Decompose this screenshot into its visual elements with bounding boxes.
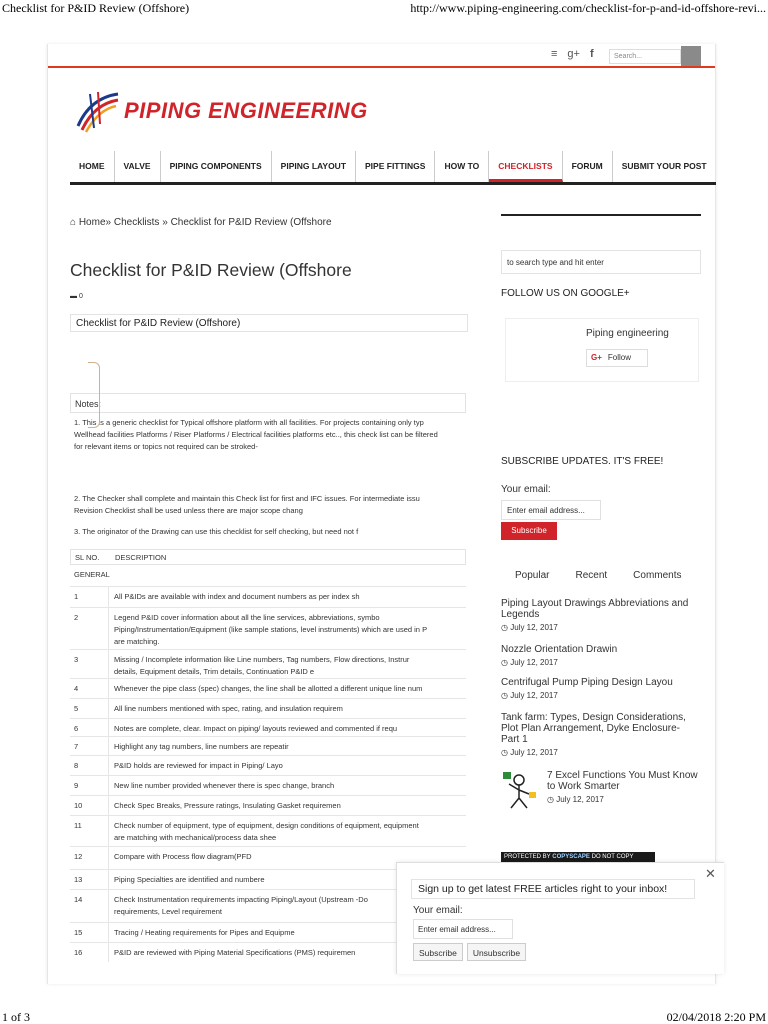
nav-how-to[interactable]: HOW TO [435,151,489,182]
recent-post-title[interactable]: Piping Layout Drawings Abbreviations and Legends [501,598,689,620]
copyscape-post: DO NOT COPY [591,854,634,860]
facebook-icon[interactable]: f [589,48,594,60]
site-logo[interactable] [72,88,372,136]
print-header [0,0,768,20]
rss-icon[interactable]: ≡ [551,48,558,60]
popup-unsubscribe-button[interactable]: Unsubscribe [467,943,526,961]
google-follow-button[interactable] [586,349,648,367]
home-icon: ⌂ [70,217,77,228]
breadcrumb-home[interactable]: Home [78,217,106,228]
row-description-line: Piping/Instrumentation/Equipment (like sample stations, level instruments) which are used in P [114,625,428,634]
note-1-line: 1. This is a generic checklist for Typical offshore platform with all facilities. For projects containing only typ [74,418,424,427]
nav-submit-your-post[interactable]: SUBMIT YOUR POST [621,161,707,171]
nav-checklists[interactable]: CHECKLISTS [489,151,562,182]
row-number: 10 [74,801,83,810]
table-row [70,795,466,815]
row-number: 4 [74,684,79,693]
row-description-line: Whenever the pipe class (spec) changes, the line shall be allotted a different unique line num [114,684,423,693]
note-2-line: Revision Checklist shall be used unless there are major scope chang [74,506,303,515]
recent-post-date: ◷ July 12, 2017 [501,623,558,632]
row-description-line: Legend P&ID cover information about all the line services, abbreviations, symbo [114,613,380,622]
row-number: 7 [74,742,79,751]
breadcrumb-checklists[interactable]: Checklists [113,217,160,228]
nav-forum[interactable]: FORUM [563,151,613,182]
breadcrumb [70,217,332,228]
note-3: 3. The originator of the Drawing can use this checklist for self checking, but need not f [74,527,359,536]
row-description-line: details, Equipment details, Trim details, Continuation P&ID e [114,667,315,676]
print-footer [0,1004,768,1024]
popup-email-input[interactable]: Enter email address... [413,919,513,939]
row-number: 12 [74,852,83,861]
breadcrumb-sep: » [162,217,168,228]
row-number: 8 [74,761,79,770]
row-description-line: requirements, Level requirement [114,907,222,916]
post-tabs [515,570,682,581]
table-row [70,815,466,846]
row-description-line: Check Instrumentation requirements impacting Piping/Layout (Upstream -Do [114,895,368,904]
social-icons [551,48,594,60]
popup-email-label: Your email: [413,905,463,916]
copyscape-brand: COPYSCAPE [552,854,590,860]
table-row [70,607,466,649]
row-number: 3 [74,655,79,664]
table-row [70,698,466,718]
subscribe-heading: SUBSCRIBE UPDATES. IT'S FREE! [501,456,664,467]
row-number: 1 [74,592,79,601]
clock-icon: ◷ [547,795,554,804]
recent-post-date: ◷ July 12, 2017 [501,748,558,757]
row-description-line: P&ID are reviewed with Piping Material Specifications (PMS) requiremen [114,948,356,957]
row-description [114,741,460,753]
table-row [70,775,466,795]
comment-count[interactable] [70,293,83,300]
close-icon[interactable]: ✕ [705,866,716,881]
print-datetime: 02/04/2018 2:20 PM [666,1010,766,1024]
row-description-line: are matching. [114,637,160,646]
tab-comments[interactable]: Comments [633,570,682,581]
logo-swoosh-icon [72,88,122,136]
row-description [114,723,460,735]
row-description-line: Missing / Incomplete information like Line numbers, Tag numbers, Flow directions, Instrur [114,655,410,664]
subscribe-button[interactable]: Subscribe [501,522,557,540]
table-row [70,678,466,698]
column-divider [108,586,109,962]
table-row [70,736,466,755]
tab-recent[interactable]: Recent [575,570,608,581]
popup-heading: Sign up to get latest FREE articles right to your inbox! [411,879,695,899]
checklist-title-box: Checklist for P&ID Review (Offshore) [70,314,468,332]
table-row [70,718,466,736]
row-description-line: are matching with mechanical/process data shee [114,833,277,842]
clock-icon: ◷ [501,691,508,700]
copyscape-pre: PROTECTED BY [504,854,551,860]
row-description-line: Check number of equipment, type of equipment, design conditions of equipment, equipment [114,821,419,830]
google-plus-icon: G+ [591,353,602,362]
col-sl-no: SL NO. [75,553,100,562]
print-page-number: 1 of 3 [2,1010,30,1024]
row-description-line: Notes are complete, clear. Impact on piping/ layouts reviewed and commented if requ [114,724,398,733]
row-description [114,683,460,695]
clock-icon: ◷ [501,658,508,667]
row-description [114,612,460,648]
nav-home[interactable]: HOME [70,151,115,182]
nav-valve[interactable]: VALVE [115,151,161,182]
top-search-button[interactable] [681,46,701,66]
recent-post[interactable] [547,770,701,805]
google-page-name[interactable]: Piping engineering [586,328,669,339]
sidebar-divider [501,214,701,216]
recent-post[interactable] [501,712,701,758]
nav-pipe-fittings[interactable]: PIPE FITTINGS [356,151,435,182]
row-number: 14 [74,895,83,904]
comment-icon: ▬ [70,293,77,300]
google-plus-icon[interactable]: g+ [567,48,580,60]
table-row [70,755,466,775]
main-nav [70,151,716,185]
top-bar [48,44,715,68]
recent-post-date: ◷ July 12, 2017 [501,658,558,667]
recent-post[interactable] [501,598,701,633]
row-number: 15 [74,928,83,937]
google-follow-box [505,318,699,382]
row-description-line: All P&IDs are available with index and document numbers as per index sh [114,592,360,601]
recent-post-date: ◷ July 12, 2017 [547,795,604,804]
clock-icon: ◷ [501,623,508,632]
row-description-line: Piping Specialties are identified and numbere [114,875,265,884]
row-description [114,703,460,715]
side-tab[interactable] [88,362,100,428]
row-number: 9 [74,781,79,790]
signup-popup [396,862,724,974]
logo-text: PIPING ENGINEERING [124,98,368,123]
note-1-line: Wellhead facilities Platforms / Riser Platforms / Electrical facilities platforms etc.., this check list can be filtered [74,430,438,439]
row-description [114,820,460,844]
group-general: GENERAL [74,570,110,579]
excel-thumbnail-image[interactable] [501,770,541,812]
breadcrumb-sep: » [105,217,112,228]
web-page [47,44,716,984]
col-description: DESCRIPTION [115,553,167,562]
table-row [70,649,466,678]
clock-icon: ◷ [501,748,508,757]
top-search-input[interactable]: Search... [609,49,681,64]
note-1-line: for relevant items or topics not required can be stroked- [74,442,258,451]
row-description-line: Tracing / Heating requirements for Pipes and Equipme [114,928,295,937]
row-description-line: Check Spec Breaks, Pressure ratings, Insulating Gasket requiremen [114,801,341,810]
tab-popular[interactable]: Popular [515,570,550,581]
note-2 [74,493,464,517]
row-description [114,780,460,792]
recent-post[interactable] [501,644,701,668]
row-number: 16 [74,948,83,957]
row-number: 11 [74,821,82,830]
row-description [114,760,460,772]
sidebar-search-input[interactable]: to search type and hit enter [501,250,701,274]
row-description-line: Highlight any tag numbers, line numbers are repeatir [114,742,289,751]
row-number: 5 [74,704,79,713]
table-header [70,549,466,565]
row-description-line: Compare with Process flow diagram(PFD [114,852,252,861]
google-heading: FOLLOW US ON GOOGLE+ [501,288,630,299]
row-description-line: P&ID holds are reviewed for impact in Piping/ Layo [114,761,283,770]
recent-post-title[interactable]: 7 Excel Functions You Must Know to Work Smarter [547,770,698,792]
google-follow-label: Follow [607,353,632,362]
nav-piping-layout[interactable]: PIPING LAYOUT [272,151,356,182]
popup-subscribe-button[interactable]: Subscribe [413,943,463,961]
recent-post-title[interactable]: Tank farm: Types, Design Considerations, Plot Plan Arrangement, Dyke Enclosure- Part 1 [501,712,686,745]
popup-buttons [413,943,526,961]
email-input[interactable]: Enter email address... [501,500,601,520]
breadcrumb-current: Checklist for P&ID Review (Offshore [170,217,332,228]
row-number: 6 [74,724,79,733]
row-description-line: New line number provided whenever there is spec change, branch [114,781,335,790]
row-description [114,654,460,678]
row-description [114,591,460,603]
copyscape-badge[interactable] [501,852,655,862]
row-number: 13 [74,875,83,884]
email-label: Your email: [501,484,551,495]
comment-count-value: 0 [78,293,83,300]
notes-heading: Notes: [70,393,466,413]
row-description [114,800,460,812]
print-url: http://www.piping-engineering.com/checklist-for-p-and-id-offshore-revi... [410,1,766,15]
note-2-line: 2. The Checker shall complete and maintain this Check list for first and IFC issues. For intermediate issu [74,494,420,503]
table-row [70,586,466,606]
recent-post-date: ◷ July 12, 2017 [501,691,558,700]
note-1 [74,417,464,453]
print-title: Checklist for P&ID Review (Offshore) [2,1,190,15]
recent-post-title[interactable]: Nozzle Orientation Drawin [501,644,618,655]
recent-post-title[interactable]: Centrifugal Pump Piping Design Layou [501,677,673,688]
row-number: 2 [74,613,79,622]
row-description-line: All line numbers mentioned with spec, rating, and insulation requirem [114,704,343,713]
nav-piping-components[interactable]: PIPING COMPONENTS [161,151,272,182]
page-title: Checklist for P&ID Review (Offshore [70,260,352,280]
recent-post[interactable] [501,677,701,701]
